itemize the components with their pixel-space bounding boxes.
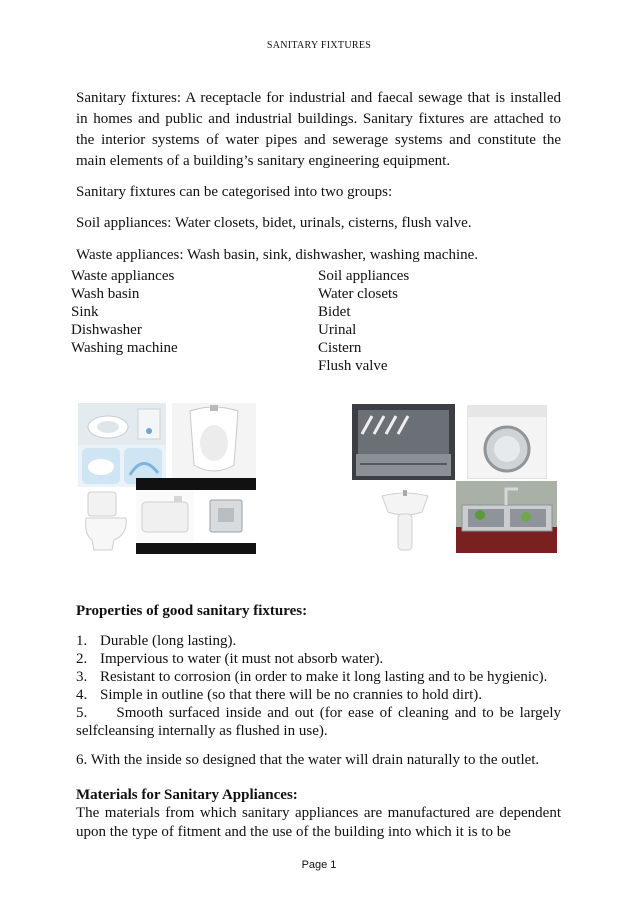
flush-valve-image xyxy=(196,490,256,542)
cistern-image xyxy=(136,490,194,542)
groups-line: Sanitary fixtures can be categorised into two groups: xyxy=(76,184,393,200)
materials-heading: Materials for Sanitary Appliances: xyxy=(76,787,298,803)
definition-paragraph: Sanitary fixtures: A receptacle for industrial and faecal sewage that is installed in homes and public and industrial buildings. Sanitary fixtures are attached to the interior systems of water pipes and sewerage systems and constitute the main elements of a building’s sanitary engineering equipment. xyxy=(76,90,561,169)
soil-col-header: Soil appliances xyxy=(318,268,410,284)
soil-appliances-column xyxy=(318,267,409,375)
materials-paragraph: The materials from which sanitary appliances are manufactured are dependent upon the type of fitment and the use of the building into which it is to be xyxy=(76,805,561,840)
soil-line: Soil appliances: Water closets, bidet, urinals, cisterns, flush valve. xyxy=(76,215,472,231)
waste-item: Dishwasher xyxy=(71,322,142,338)
list-item-6: 6. With the inside so designed that the water will drain naturally to the outlet. xyxy=(76,752,540,768)
wash-basin-image xyxy=(378,486,432,553)
urinal-image xyxy=(172,403,256,481)
list-item: 2. Impervious to water (it must not absorb water). xyxy=(76,651,384,667)
waste-item: Wash basin xyxy=(71,286,140,302)
soil-item: Bidet xyxy=(318,304,351,320)
black-bar-bottom xyxy=(136,543,256,554)
list-item: 3. Resistant to corrosion (in order to make it long lasting and to be hygienic). xyxy=(76,669,548,685)
properties-heading: Properties of good sanitary fixtures: xyxy=(76,603,308,619)
properties-list xyxy=(76,632,565,740)
soil-item: Cistern xyxy=(318,340,362,356)
waste-col-header: Waste appliances xyxy=(71,268,175,284)
soil-item: Flush valve xyxy=(318,358,388,374)
list-item: 1. Durable (long lasting). xyxy=(76,633,237,649)
page-number: Page 1 xyxy=(301,859,337,871)
toilet-seat-image xyxy=(78,403,166,445)
waste-item: Sink xyxy=(71,304,99,320)
water-closet-image xyxy=(80,488,134,554)
list-item: 5. Smooth surfaced inside and out (for ease of cleaning and to be largely selfcleansing internally as flushed in use). xyxy=(76,705,565,739)
dishwasher-image xyxy=(352,404,455,480)
black-bar-top xyxy=(136,478,256,490)
waste-item: Washing machine xyxy=(71,340,178,356)
page-header: SANITARY FIXTURES xyxy=(266,40,372,51)
list-item: 4. Simple in outline (so that there will be no crannies to hold dirt). xyxy=(76,687,483,703)
waste-line: Waste appliances: Wash basin, sink, dishwasher, washing machine. xyxy=(76,247,479,263)
soil-item: Urinal xyxy=(318,322,357,338)
washing-machine-image xyxy=(467,405,547,479)
kitchen-sink-image xyxy=(456,481,557,553)
soil-item: Water closets xyxy=(318,286,399,302)
waste-appliances-column xyxy=(71,267,178,357)
